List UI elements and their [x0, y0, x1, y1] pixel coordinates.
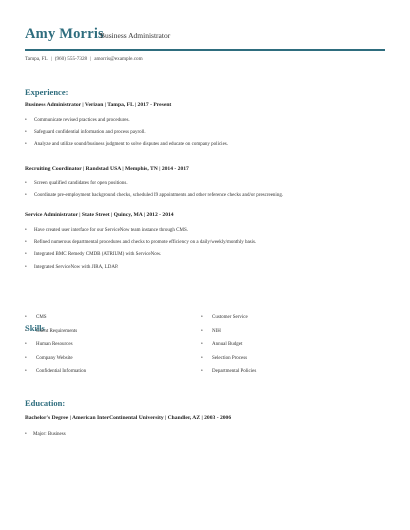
experience-heading: Experience: — [25, 87, 69, 97]
education-heading: Education: — [25, 398, 66, 408]
job-header: Business Administrator | Verizon | Tampa, FL | 2017 - Present — [25, 102, 172, 108]
candidate-title: Business Administrator — [100, 31, 171, 40]
skill-item: • Human Resources — [25, 342, 86, 356]
job-header: Recruiting Coordinator | Randstad USA | Memphis, TN | 2014 - 2017 — [25, 166, 189, 172]
contact-location: Tampa, FL — [25, 56, 48, 62]
skill-item: • Company Website — [25, 356, 86, 370]
job-header: Service Administrator | State Street | Quincy, MA | 2012 - 2014 — [25, 212, 174, 218]
job-bullets — [25, 228, 256, 277]
candidate-name: Amy Morris — [25, 26, 104, 42]
skill-item: • Confidential Information — [25, 369, 86, 383]
skills-list-left — [25, 315, 86, 383]
list-item: • Analyze and utilize sound/business judgment to solve disputes and educate on company policies. — [25, 142, 228, 154]
contact-line — [25, 56, 143, 62]
job-bullets — [25, 118, 228, 155]
contact-separator: | — [90, 56, 92, 62]
list-item: • Communicate revised practices and procedures. — [25, 118, 228, 130]
list-item: • Refined numerous departmental procedures and checks to promote efficiency on a daily/weekly/monthly basis. — [25, 240, 256, 252]
skill-item: • Client Requirements — [25, 329, 86, 343]
list-item: • Major: Business — [25, 432, 66, 444]
skill-item: • Departmental Policies — [201, 369, 256, 383]
skill-item: • CMS — [25, 315, 86, 329]
list-item: • Have created user interface for our ServiceNow team instance through CMS. — [25, 228, 256, 240]
contact-phone: (960) 555-7328 — [54, 56, 88, 62]
skill-item: • Selection Process — [201, 356, 256, 370]
skill-item: • NIH — [201, 329, 256, 343]
skills-heading: Skills — [25, 323, 45, 333]
job-bullets — [25, 181, 283, 205]
degree-header: Bachelor's Degree | American InterContinental University | Chandler, AZ | 2003 - 2006 — [25, 415, 232, 421]
list-item: • Safeguard confidential information and process payroll. — [25, 130, 228, 142]
contact-separator: | — [50, 56, 52, 62]
list-item: • Screen qualified candidates for open positions. — [25, 181, 283, 193]
list-item: • Coordinate pre-employment background checks, scheduled I9 appointments and other reference checks and/or prescreening. — [25, 193, 283, 205]
resume-header — [25, 26, 385, 46]
list-item: • Integrated ServiceNow with JIRA, LDAP. — [25, 265, 256, 277]
skills-list-right — [201, 315, 256, 383]
education-bullets — [25, 432, 66, 444]
contact-email[interactable]: amorris@example.com — [94, 56, 143, 62]
skill-item: • Annual Budget — [201, 342, 256, 356]
header-divider — [25, 49, 385, 51]
skill-item: • Customer Service — [201, 315, 256, 329]
list-item: • Integrated BMC Remedy CMDB (ATRIUM) with ServiceNow. — [25, 252, 256, 264]
